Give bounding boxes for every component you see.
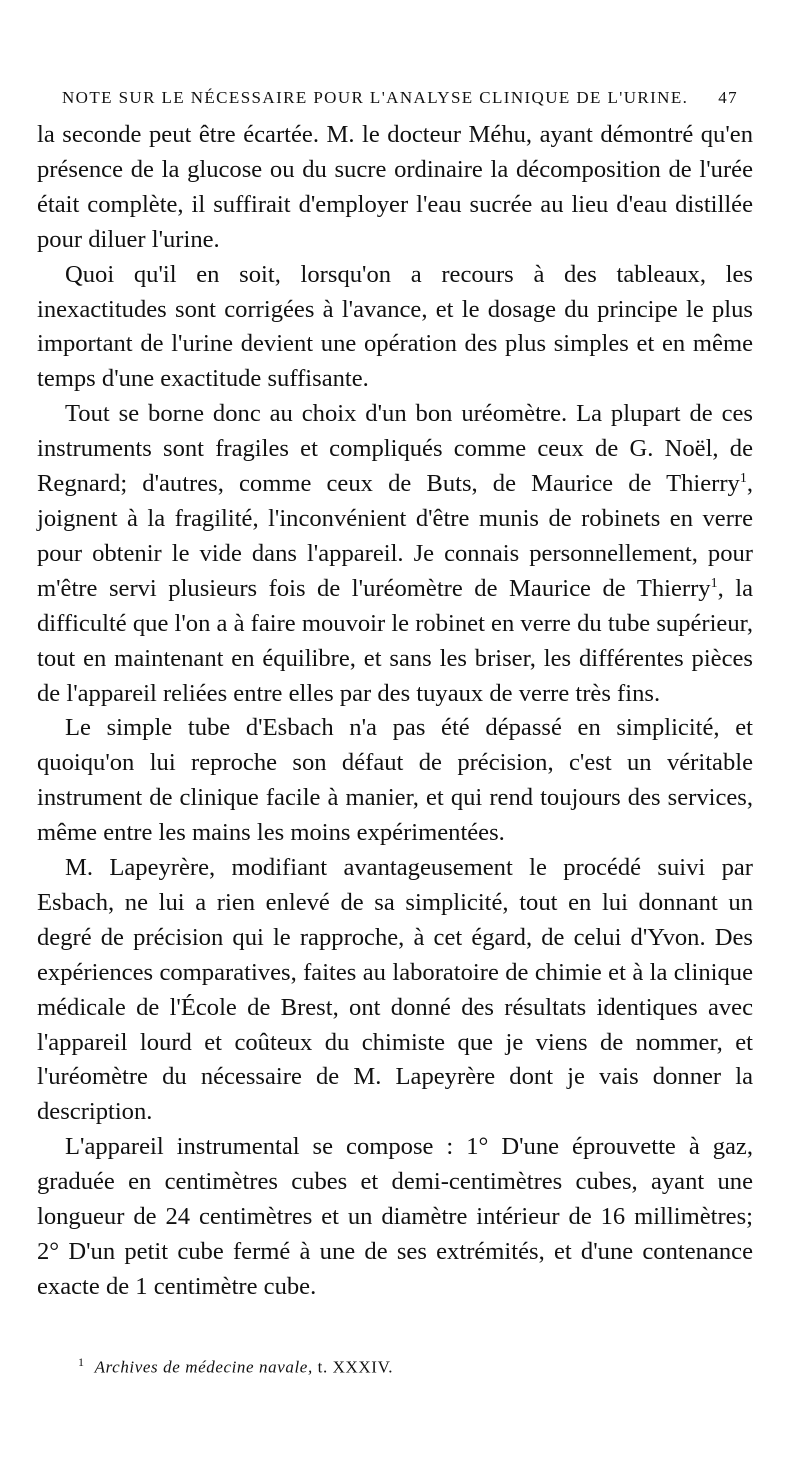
footnote-mark: 1 <box>78 1355 85 1369</box>
paragraph-2 <box>37 258 753 398</box>
paragraph-text: , la difficulté que l'on a à faire mouvoir le robinet en verre du tube supérieur, tout en maintenant en équilibre, et sans les briser, les différentes pièces de l'appareil reliées entre elles par des tuyaux de verre très fins. <box>37 574 753 707</box>
paragraph-text: la seconde peut être écartée. M. le docteur Méhu, ayant démontré qu'en présence de la glucose ou du sucre ordinaire la décomposition de l'urée était complète, il suffirait d'employer l'eau sucrée au lieu d'eau distillée pour diluer l'urine. <box>37 121 753 253</box>
paragraph-5 <box>37 851 753 1130</box>
paragraph-1 <box>37 118 753 258</box>
paragraph-3 <box>37 397 753 711</box>
running-title: NOTE SUR LE NÉCESSAIRE POUR L'ANALYSE CLINIQUE DE L'URINE. <box>62 88 689 107</box>
body-text <box>37 118 753 1305</box>
running-header <box>62 88 738 108</box>
footnote-source: Archives de médecine navale, <box>94 1357 313 1377</box>
paragraph-4 <box>37 711 753 851</box>
footnote-volume: t. XXXIV. <box>317 1357 394 1377</box>
paragraph-text: M. Lapeyrère, modifiant avantageusement le procédé suivi par Esbach, ne lui a rien enlevé de sa simplicité, tout en lui donnant un degré de précision qui le rapproche, à cet égard, de celui d'Yvon. Des expériences comparatives, faites au laboratoire de chimie et à la clinique médicale de l'École de Brest, ont donné des résultats identiques avec l'appareil lourd et coûteux du chimiste que je viens de nommer, et l'uréomètre du nécessaire de M. Lapeyrère dont je vais donner la description. <box>37 854 753 1126</box>
paragraph-text: , joignent à la fragilité, l'inconvénient d'être munis de robinets en verre pour obtenir le vide dans l'appareil. Je connais personnellement, pour m'être servi plusieurs fois de l'uréomètre de Maurice de Thierry <box>37 470 753 602</box>
paragraph-6 <box>37 1130 753 1305</box>
paragraph-text: Le simple tube d'Esbach n'a pas été dépassé en simplicité, et quoiqu'on lui reproche son défaut de précision, c'est un véritable instrument de clinique facile à manier, et qui rend toujours des services, même entre les mains les moins expérimentées. <box>37 714 753 847</box>
footnote-reference: 1 <box>710 575 718 591</box>
footnote-reference: 1 <box>739 470 747 486</box>
page-number: 47 <box>718 88 738 107</box>
footnote <box>78 1355 718 1378</box>
paragraph-text: L'appareil instrumental se compose : 1° D'une éprouvette à gaz, graduée en centimètres cubes et demi-centimètres cubes, ayant une longueur de 24 centimètres et un diamètre intérieur de 16 millimètres; 2° D'un petit cube fermé à une de ses extrémités, et d'une contenance exacte de 1 centimètre cube. <box>37 1133 753 1300</box>
paragraph-text: Tout se borne donc au choix d'un bon uréomètre. La plupart de ces instruments sont fragiles et compliqués comme ceux de G. Noël, de Regnard; d'autres, comme ceux de Buts, de Maurice de Thierry <box>37 400 753 498</box>
paragraph-text: Quoi qu'il en soit, lorsqu'on a recours à des tableaux, les inexactitudes sont corrigées à l'avance, et le dosage du principe le plus important de l'urine devient une opération des plus simples et en même temps d'une exactitude suffisante. <box>37 260 753 393</box>
